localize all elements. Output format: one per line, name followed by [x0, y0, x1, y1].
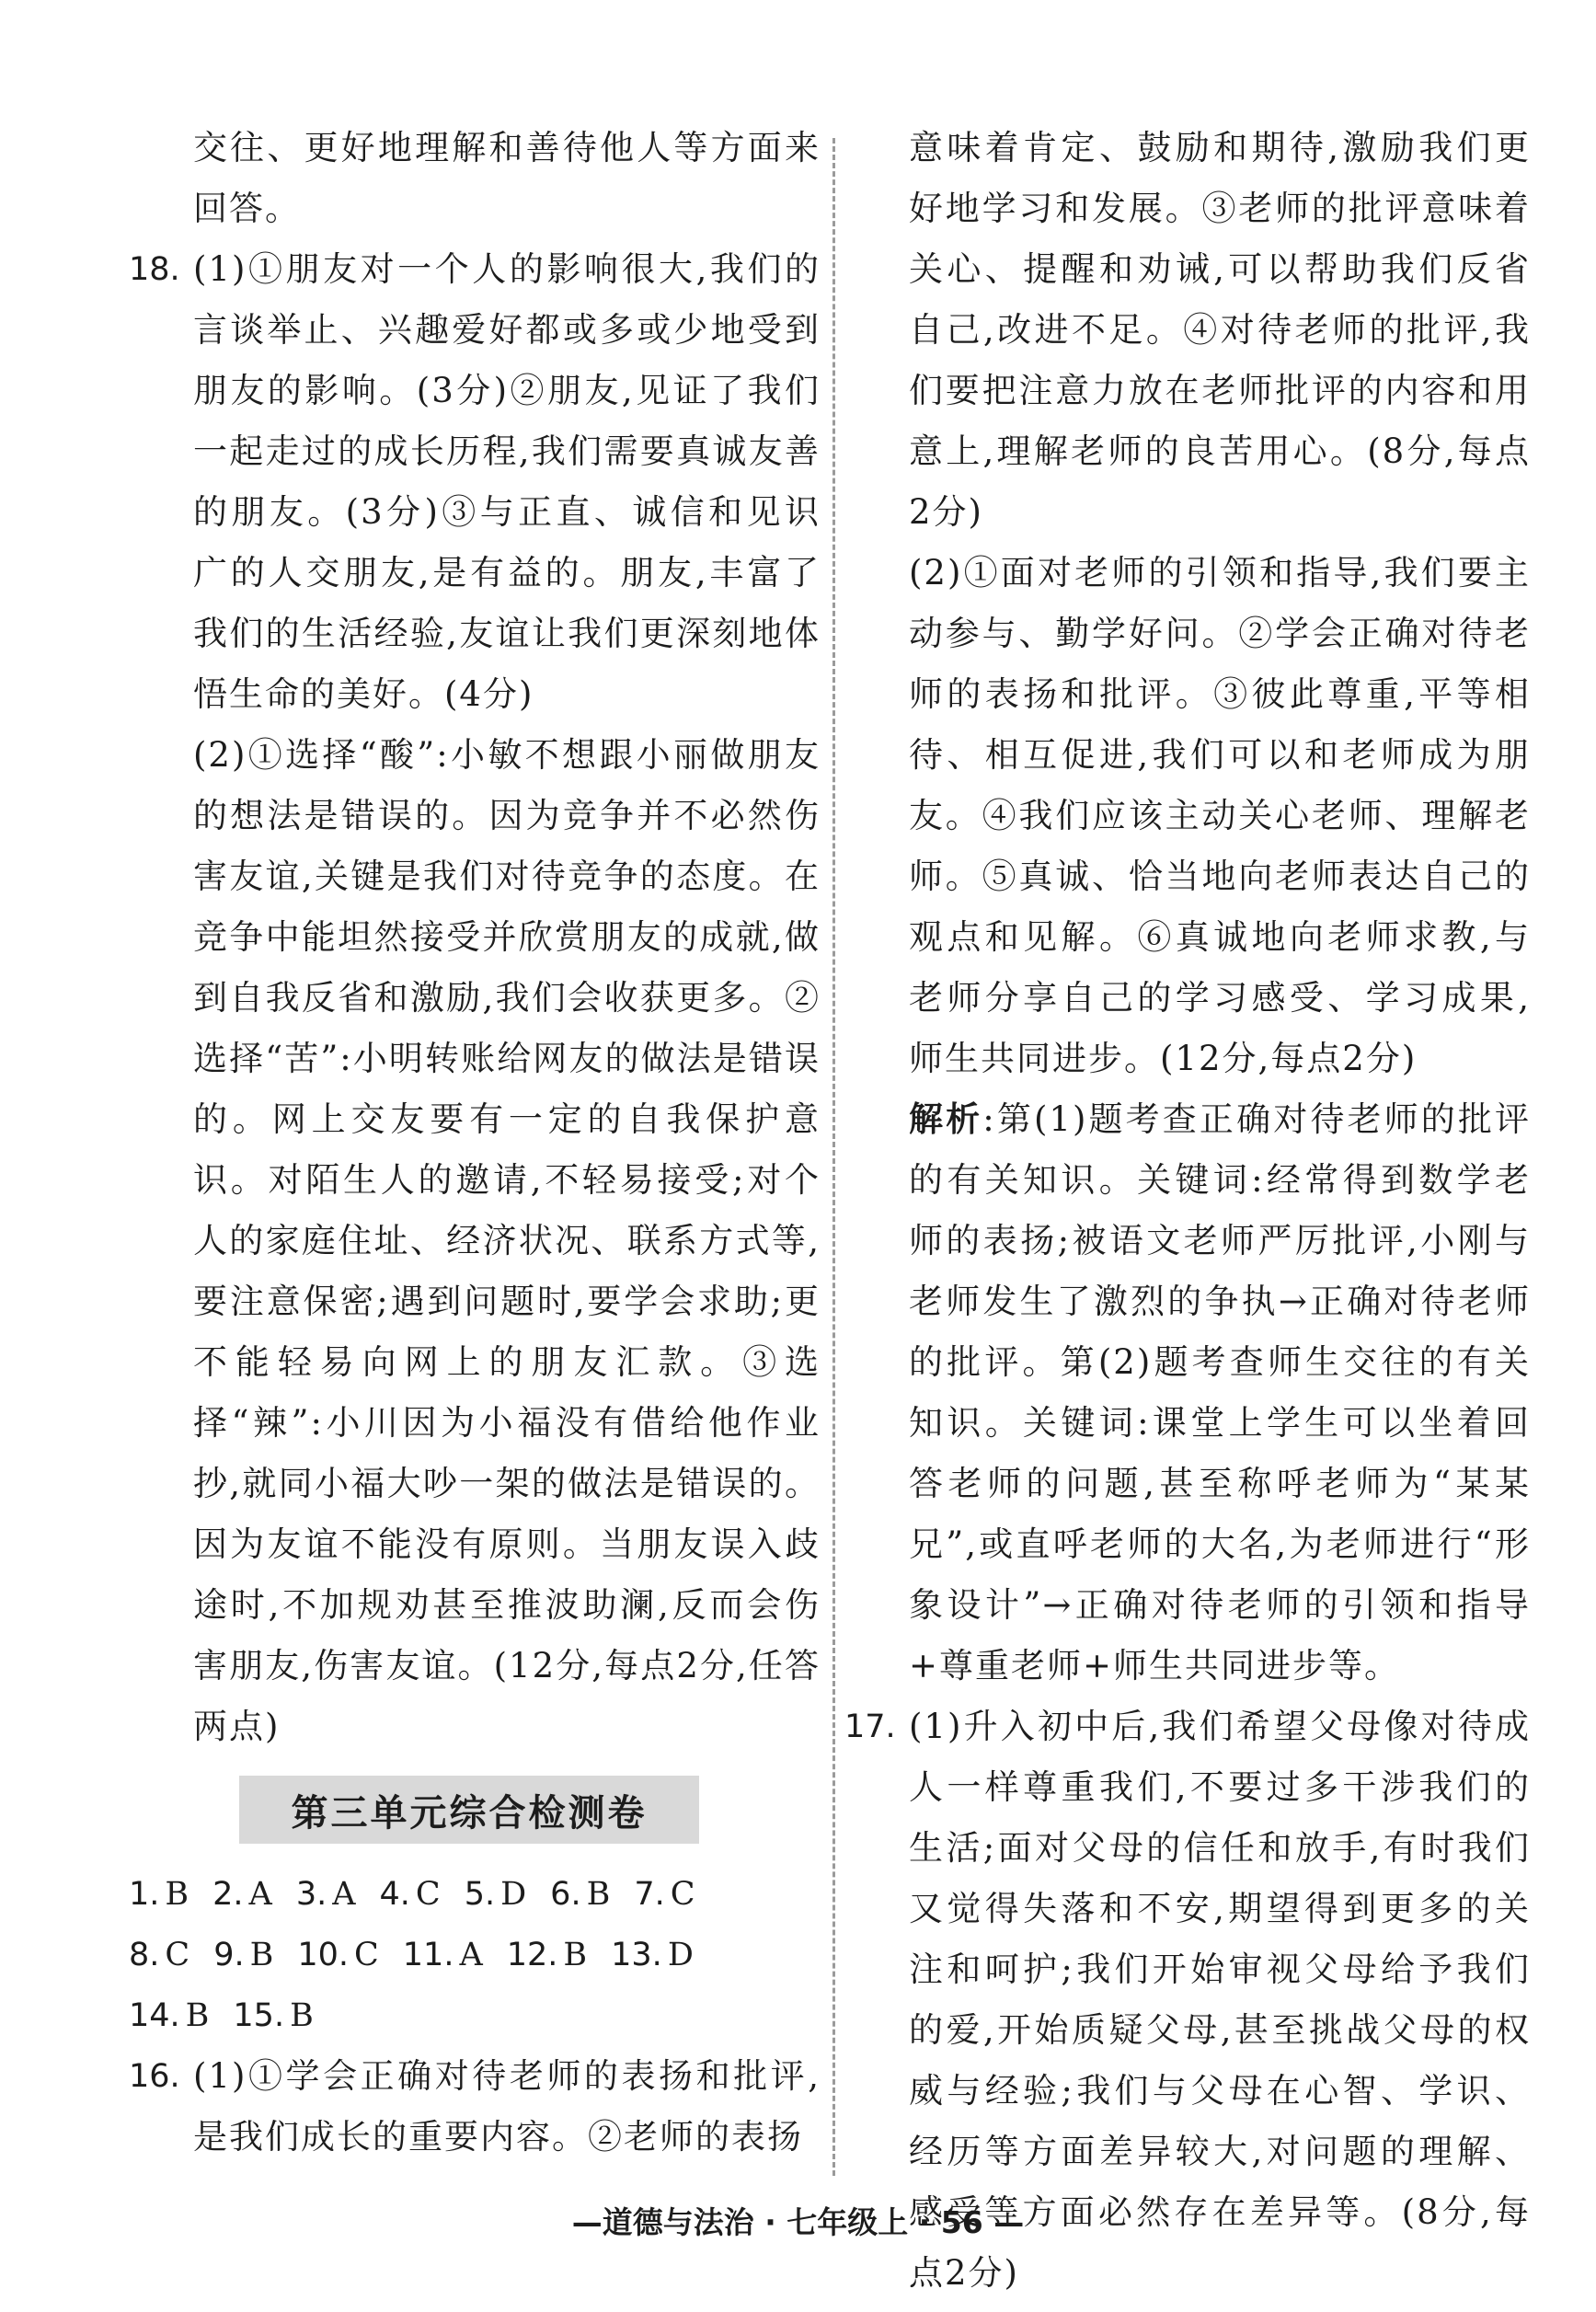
answer-letter: C [354, 1937, 379, 1973]
answer-item [129, 1985, 209, 2046]
answer-part-2: (2)①面对老师的引领和指导,我们要主动参与、勤学好问。②学会正确对待老师的表扬和批评。③彼此尊重,平等相待、相互促进,我们可以和老师成为朋友。④我们应该主动关心老师、理解老师。⑤真诚、恰当地向老师表达自己的观点和见解。⑥真诚地向老师求教,与老师分享自己的学习感受、学习成果,师生共同进步。(12分,每点2分) [909, 553, 1531, 1078]
answer-letter: A [248, 1876, 272, 1913]
answer-item [380, 1864, 441, 1925]
column-divider [832, 138, 835, 2176]
answer-number: 10. [297, 1937, 349, 1973]
section-title: 第三单元综合检测卷 [291, 1791, 648, 1835]
answer-number: 8. [129, 1937, 160, 1973]
question-number: 17. [844, 1708, 896, 1745]
answer-letter: B [290, 1997, 314, 2034]
question-16 [129, 2046, 821, 2168]
question-number: 16. [129, 2058, 180, 2095]
answer-number: 9. [213, 1937, 245, 1973]
answer-number: 1. [129, 1876, 160, 1913]
answer-letter: B [185, 1997, 210, 2034]
answer-number: 4. [379, 1876, 410, 1913]
answer-item [129, 1864, 189, 1925]
answer-item [212, 1864, 272, 1925]
analysis-label: 解析 [909, 1099, 983, 1139]
answer-letter: B [563, 1937, 588, 1973]
answer-number: 2. [212, 1876, 244, 1913]
answer-letter: B [586, 1876, 611, 1913]
answer-letter: C [415, 1876, 441, 1913]
answer-letter: C [165, 1937, 190, 1973]
answer-part-2: (2)①选择“酸”:小敏不想跟小丽做朋友的想法是错误的。因为竞争并不必然伤害友谊,关键是我们对待竞争的态度。在竞争中能坦然接受并欣赏朋友的成就,做到自我反省和激励,我们会收获更多。②选择“苦”:小明转账给网友的做法是错误的。网上交友要有一定的自我保护意识。对陌生人的邀请,不轻易接受;对个人的家庭住址、经济状况、联系方式等,要注意保密;遇到问题时,要学会求助;更不能轻易向网上的朋友汇款。③选择“辣”:小川因为小福没有借给他作业抄,就同小福大吵一架的做法是错误的。因为友谊不能没有原则。当朋友误入歧途时,不加规劝甚至推波助澜,反而会伤害朋友,伤害友谊。(12分,每点2分,任答两点) [193, 735, 821, 1746]
answer-letter: D [667, 1937, 694, 1973]
answer-item [213, 1925, 273, 1985]
multiple-choice-answers [129, 1864, 821, 2046]
answer-number: 5. [464, 1876, 496, 1913]
right-column [844, 118, 1531, 2304]
page-footer: —道德与法治 · 七年级上 · 56 — [571, 2204, 1025, 2240]
left-column [129, 118, 821, 2168]
answer-item [233, 1985, 313, 2046]
answer-number: 14. [129, 1997, 180, 2034]
analysis-text: :第(1)题考查正确对待老师的批评的有关知识。关键词:经常得到数学老师的表扬;被语文老师严厉批评,小刚与老师发生了激烈的争执→正确对待老师的批评。第(2)题考查师生交往的有关知识。关键词:课堂上学生可以坐着回答老师的问题,甚至称呼老师为“某某兄”,或直呼老师的大名,为老师进行“形象设计”→正确对待老师的引领和指导+尊重老师+师生共同进步等。 [909, 1099, 1531, 1685]
answer-number: 11. [402, 1937, 454, 1973]
answer-item [296, 1864, 356, 1925]
answer-item [634, 1864, 695, 1925]
answer-item [465, 1864, 526, 1925]
answer-item [507, 1925, 587, 1985]
answer-item [129, 1925, 189, 1985]
answer-number: 6. [550, 1876, 581, 1913]
answer-letter: A [332, 1876, 356, 1913]
answer-letter: C [670, 1876, 695, 1913]
answer-item [611, 1925, 694, 1985]
answer-number: 12. [506, 1937, 558, 1973]
continued-answer: 意味着肯定、鼓励和期待,激励我们更好地学习和发展。③老师的批评意味着关心、提醒和劝诫,可以帮助我们反省自己,改进不足。④对待老师的批评,我们要把注意力放在老师批评的内容和用意上,理解老师的良苦用心。(8分,每点2分) [909, 128, 1531, 532]
answer-item [297, 1925, 378, 1985]
answer-item [403, 1925, 483, 1985]
answer-number: 7. [634, 1876, 665, 1913]
answer-part-1: (1)①朋友对一个人的影响很大,我们的言谈举止、兴趣爱好都或多或少地受到朋友的影响。(3分)②朋友,见证了我们一起走过的成长历程,我们需要真诚友善的朋友。(3分)③与正直、诚信和见识广的人交朋友,是有益的。朋友,丰富了我们的生活经验,友谊让我们更深刻地体悟生命的美好。(4分) [193, 249, 821, 714]
question-number: 18. [129, 251, 180, 288]
continued-answer: 交往、更好地理解和善待他人等方面来回答。 [193, 128, 821, 228]
answer-item [550, 1864, 610, 1925]
analysis [909, 1089, 1531, 1697]
answer-letter: A [459, 1937, 483, 1973]
answer-letter: B [165, 1876, 189, 1913]
question-18 [129, 239, 821, 725]
section-header [239, 1776, 699, 1844]
answer-letter: D [500, 1876, 527, 1913]
answer-letter: B [249, 1937, 274, 1973]
answer-part-1: (1)升入初中后,我们希望父母像对待成人一样尊重我们,不要过多干涉我们的生活;面对父母的信任和放手,有时我们又觉得失落和不安,期望得到更多的关注和呵护;我们开始审视父母给予我们的爱,开始质疑父母,甚至挑战父母的权威与经验;我们与父母在心智、学识、经历等方面差异较大,对问题的理解、感受等方面必然存在差异等。(8分,每点2分) [909, 1707, 1531, 2293]
answer-number: 13. [611, 1937, 662, 1973]
answer-number: 15. [233, 1997, 285, 2034]
answer-number: 3. [295, 1876, 327, 1913]
answer-part-1: (1)①学会正确对待老师的表扬和批评,是我们成长的重要内容。②老师的表扬 [193, 2056, 821, 2157]
